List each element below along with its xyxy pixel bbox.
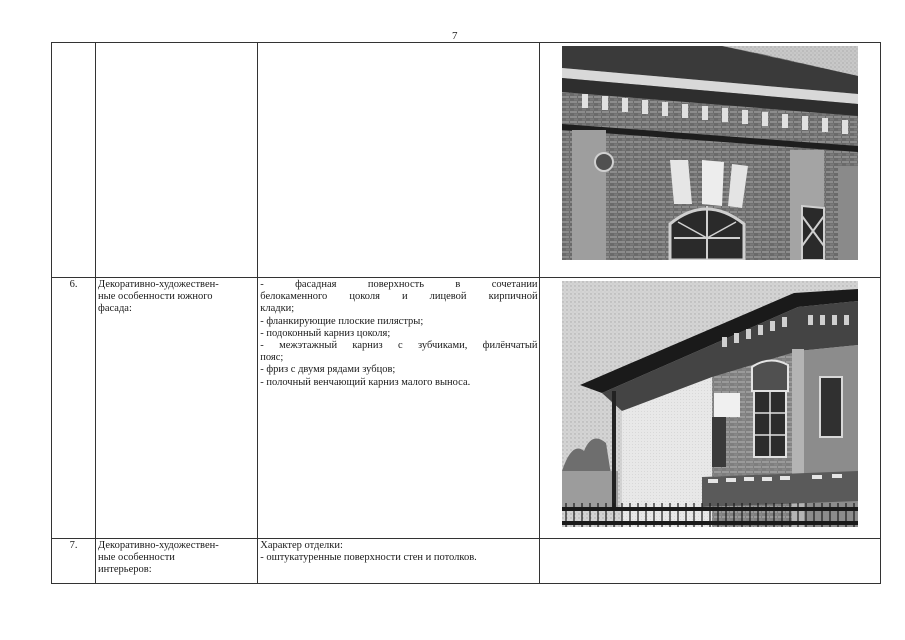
feature-name-cell [96, 43, 258, 278]
feature-description-cell [258, 539, 539, 584]
desc-line: кладки; [260, 303, 295, 315]
desc-line: - полочный венчающий карниз малого выноса. [260, 376, 471, 388]
desc-line: - оштукатуренные поверхности стен и потолков. [260, 552, 477, 564]
table-row [52, 278, 881, 539]
feature-description-cell [258, 278, 539, 539]
name-line: фасада: [98, 303, 132, 315]
photo-cell [539, 539, 880, 584]
feature-name-cell [96, 278, 258, 539]
feature-description-cell [258, 43, 539, 278]
building-corner-photo [562, 281, 858, 527]
name-line: ные особенности южного [98, 291, 213, 303]
photo-cell [539, 43, 880, 278]
desc-line: пояс; [260, 352, 284, 364]
monument-features-table [51, 42, 881, 584]
name-line: Декоративно-художествен- [98, 540, 219, 551]
name-line: ные особенности [98, 552, 175, 564]
table-row [52, 539, 881, 584]
desc-line: - межэтажный карниз с зубчиками, филёнчатый [260, 340, 538, 352]
brick-facade-photo [562, 46, 858, 260]
desc-line: белокаменного цоколя и лицевой кирпичной [260, 291, 538, 303]
page-number: 7 [452, 30, 458, 42]
row-number-cell: 7. [52, 539, 96, 584]
desc-line: - фланкирующие плоские пилястры; [260, 315, 424, 327]
name-line: Декоративно-художествен- [98, 279, 219, 290]
table-row [52, 43, 881, 278]
row-number-cell [52, 43, 96, 278]
desc-line: - фасадная поверхность в сочетании [260, 279, 538, 290]
desc-line: - подоконный карниз цоколя; [260, 327, 391, 339]
row-number-cell: 6. [52, 278, 96, 539]
desc-line: Характер отделки: [260, 540, 343, 551]
photo-cell [539, 278, 880, 539]
feature-name-cell [96, 539, 258, 584]
name-line: интерьеров: [98, 564, 152, 576]
desc-line: - фриз с двумя рядами зубцов; [260, 364, 396, 376]
